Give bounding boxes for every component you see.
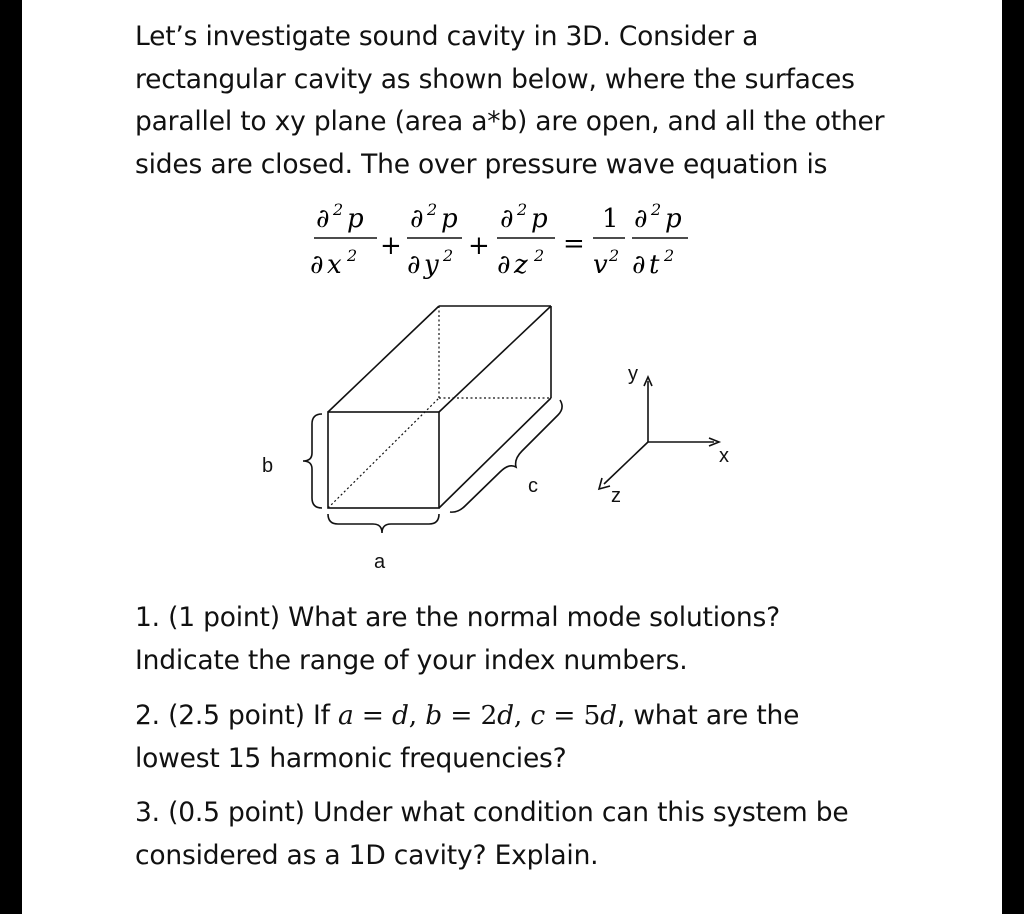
brace-b	[303, 414, 322, 508]
cavity-diagram	[303, 306, 719, 533]
exponent: 2	[534, 246, 545, 265]
intro-line: rectangular cavity as shown below, where the surfaces	[135, 63, 855, 95]
comma: ,	[408, 700, 426, 731]
numerator-p: p	[665, 204, 682, 234]
intro-line: parallel to xy plane (area a*b) are open, and all the other	[135, 106, 885, 137]
numerator-p: p	[441, 204, 458, 234]
question-line: considered as a 1D cavity? Explain.	[135, 839, 599, 871]
var-c: c	[530, 700, 545, 731]
axis-y-label: y	[628, 363, 638, 385]
question-2	[135, 695, 895, 780]
axis-z-arrow	[599, 478, 610, 489]
exponent: 2	[347, 246, 358, 265]
question-1	[135, 597, 895, 682]
term-d2p-dz2	[497, 200, 555, 280]
plus-sign: +	[468, 231, 490, 261]
var-d: d	[497, 700, 514, 731]
exponent: 2	[517, 200, 528, 219]
intro-line: Let’s investigate sound cavity in 3D. Consider a	[135, 21, 759, 52]
partial-symbol: ∂	[410, 204, 424, 234]
equals: =	[353, 700, 392, 731]
equals-sign: =	[563, 229, 585, 259]
brace-a	[328, 514, 439, 533]
box-depth-edge	[328, 306, 439, 412]
axis-x-arrow	[709, 438, 719, 446]
question-line: Indicate the range of your index numbers.	[135, 644, 688, 676]
question-line: lowest 15 harmonic frequencies?	[135, 742, 567, 774]
box-depth-edge	[439, 398, 551, 508]
exponent: 2	[664, 246, 675, 265]
coordinate-axes	[599, 377, 719, 489]
exponent: 2	[443, 246, 454, 265]
axis-z-label: z	[611, 485, 621, 507]
intro-line: sides are closed. The over pressure wave equation is	[135, 148, 828, 180]
exponent: 2	[333, 200, 344, 219]
box-front-face	[328, 412, 439, 508]
question-line: 3. (0.5 point) Under what condition can this system be	[135, 797, 849, 828]
var-v: v	[593, 250, 608, 280]
var-y: y	[424, 250, 439, 280]
var-b: b	[425, 700, 442, 731]
var-x: x	[327, 250, 342, 280]
document-page	[22, 0, 1002, 914]
term-rhs	[593, 200, 688, 280]
exponent: 2	[427, 200, 438, 219]
var-z: z	[514, 250, 528, 280]
axis-z-line	[604, 442, 648, 484]
equals: =	[441, 700, 481, 731]
partial-symbol: ∂	[407, 250, 421, 280]
var-d: d	[392, 700, 409, 731]
exponent: 2	[609, 246, 620, 265]
numerator-p: p	[531, 204, 548, 234]
plus-sign: +	[380, 231, 402, 261]
label-b: b	[262, 455, 274, 477]
label-a: a	[374, 551, 386, 573]
exponent: 2	[651, 200, 662, 219]
q2-prefix: 2. (2.5 point) If	[135, 700, 338, 731]
intro-paragraph	[135, 16, 895, 186]
box-hidden-edges	[328, 306, 551, 508]
partial-symbol: ∂	[497, 250, 511, 280]
partial-symbol: ∂	[632, 250, 646, 280]
coef-b: 2	[480, 700, 498, 731]
numerator-one: 1	[602, 204, 619, 234]
term-d2p-dy2	[407, 200, 462, 280]
partial-symbol: ∂	[634, 204, 648, 234]
var-a: a	[337, 700, 354, 731]
numerator-p: p	[347, 204, 364, 234]
comma: ,	[513, 700, 531, 731]
label-c: c	[528, 475, 538, 497]
partial-symbol: ∂	[500, 204, 514, 234]
brace-c	[450, 400, 562, 512]
axis-x-label: x	[719, 445, 729, 467]
q2-suffix: , what are the	[616, 700, 800, 731]
var-t: t	[649, 250, 660, 280]
partial-symbol: ∂	[310, 250, 324, 280]
question-line: 1. (1 point) What are the normal mode solutions?	[135, 602, 780, 633]
var-d: d	[600, 700, 617, 731]
coef-c: 5	[583, 700, 601, 731]
question-line	[135, 695, 895, 738]
box-depth-edge	[439, 306, 551, 412]
partial-symbol: ∂	[316, 204, 330, 234]
equals: =	[544, 700, 584, 731]
term-d2p-dx2	[310, 200, 377, 280]
question-3	[135, 792, 895, 877]
axis-y-arrow	[644, 377, 652, 386]
